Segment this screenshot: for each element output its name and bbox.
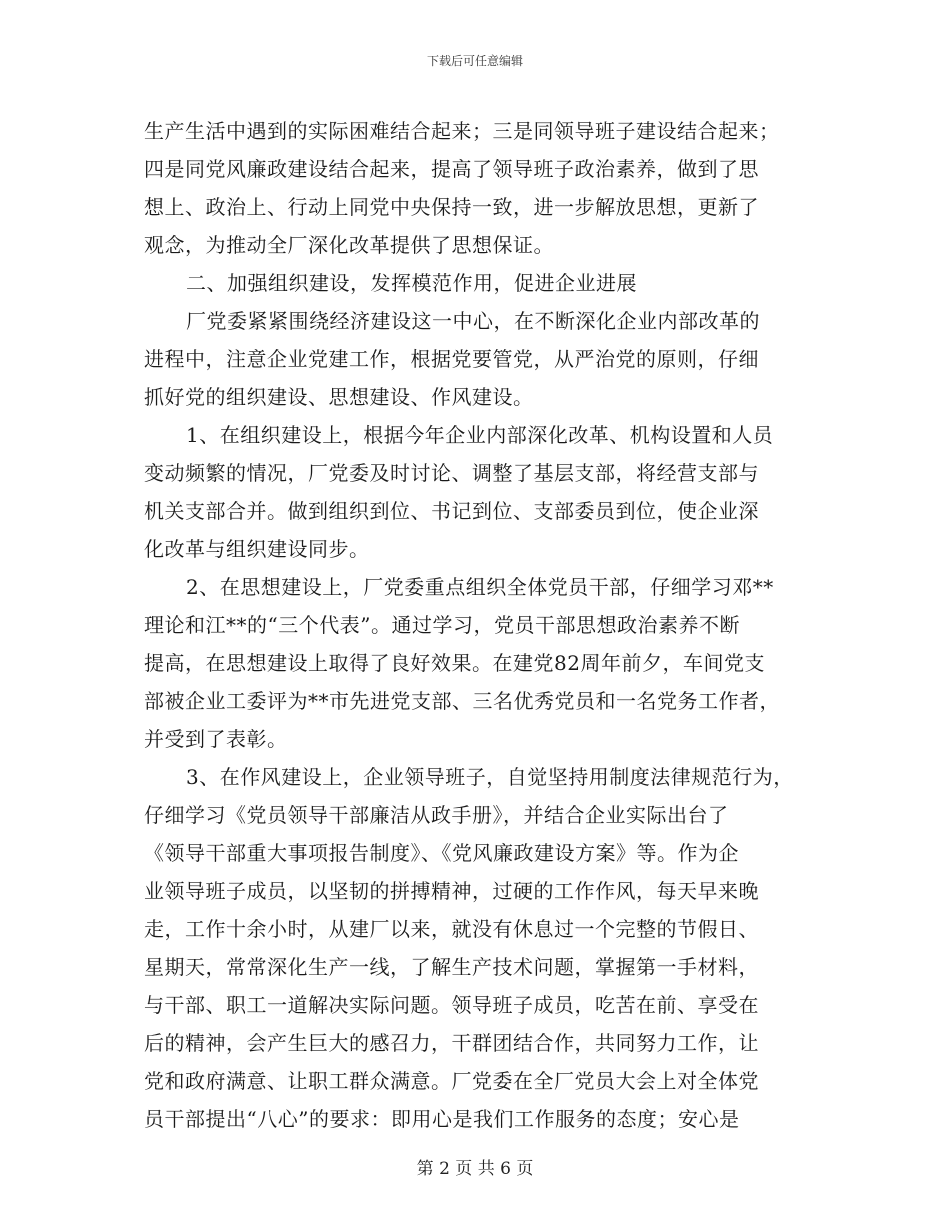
text-line: 3、在作风建设上，企业领导班子，自觉坚持用制度法律规范行为， bbox=[186, 765, 794, 789]
text-line: 提高，在思想建设上取得了良好效果。在建党82周年前夕，车间党支 bbox=[144, 651, 765, 675]
text-line: 抓好党的组织建设、思想建设、作风建设。 bbox=[144, 385, 534, 409]
text-line: 想上、政治上、行动上同党中央保持一致，进一步解放思想，更新了 bbox=[144, 195, 759, 219]
text-line: 并受到了表彰。 bbox=[144, 727, 288, 751]
text-line: 党和政府满意、让职工群众满意。厂党委在全厂党员大会上对全体党 bbox=[144, 1069, 759, 1093]
text-line: 进程中，注意企业党建工作，根据党要管党，从严治党的原则，仔细 bbox=[144, 347, 759, 371]
text-line: 厂党委紧紧围绕经济建设这一中心，在不断深化企业内部改革的 bbox=[186, 309, 760, 333]
text-line: 2、在思想建设上，厂党委重点组织全体党员干部，仔细学习邓** bbox=[186, 575, 774, 599]
page-header: 下载后可任意编辑 bbox=[426, 54, 523, 68]
text-line: 走，工作十余小时，从建厂以来，就没有休息过一个完整的节假日、 bbox=[144, 917, 759, 941]
text-line: 变动频繁的情况，厂党委及时讨论、调整了基层支部，将经营支部与 bbox=[144, 461, 759, 485]
text-line: 与干部、职工一道解决实际问题。领导班子成员，吃苦在前、享受在 bbox=[144, 993, 759, 1017]
text-line: 员干部提出“八心”的要求：即用心是我们工作服务的态度；安心是 bbox=[144, 1107, 740, 1131]
text-line: 后的精神，会产生巨大的感召力，干群团结合作，共同努力工作，让 bbox=[144, 1031, 759, 1055]
section-heading: 二、加强组织建设，发挥模范作用，促进企业进展 bbox=[186, 271, 637, 295]
text-line: 观念，为推动全厂深化改革提供了思想保证。 bbox=[144, 233, 554, 257]
text-line: 机关支部合并。做到组织到位、书记到位、支部委员到位，使企业深 bbox=[144, 499, 759, 523]
text-line: 业领导班子成员，以坚韧的拼搏精神，过硬的工作作风，每天早来晚 bbox=[144, 879, 759, 903]
text-line: 仔细学习《党员领导干部廉洁从政手册》，并结合企业实际出台了 bbox=[144, 803, 729, 827]
page-footer: 第 2 页 共 6 页 bbox=[416, 1159, 534, 1179]
text-line: 《领导干部重大事项报告制度》、《党风廉政建设方案》等。作为企 bbox=[144, 841, 739, 865]
text-line: 生产生活中遇到的实际困难结合起来；三是同领导班子建设结合起来； bbox=[144, 119, 780, 143]
text-line: 部被企业工委评为**市先进党支部、三名优秀党员和一名党务工作者， bbox=[144, 689, 780, 713]
text-line: 四是同党风廉政建设结合起来，提高了领导班子政治素养，做到了思 bbox=[144, 157, 759, 181]
text-line: 1、在组织建设上，根据今年企业内部深化改革、机构设置和人员 bbox=[186, 423, 774, 447]
text-line: 理论和江**的“三个代表”。通过学习，党员干部思想政治素养不断 bbox=[144, 613, 740, 637]
document-body bbox=[144, 112, 820, 1138]
text-line: 化改革与组织建设同步。 bbox=[144, 537, 370, 561]
text-line: 星期天，常常深化生产一线，了解生产技术问题，掌握第一手材料， bbox=[144, 955, 759, 979]
